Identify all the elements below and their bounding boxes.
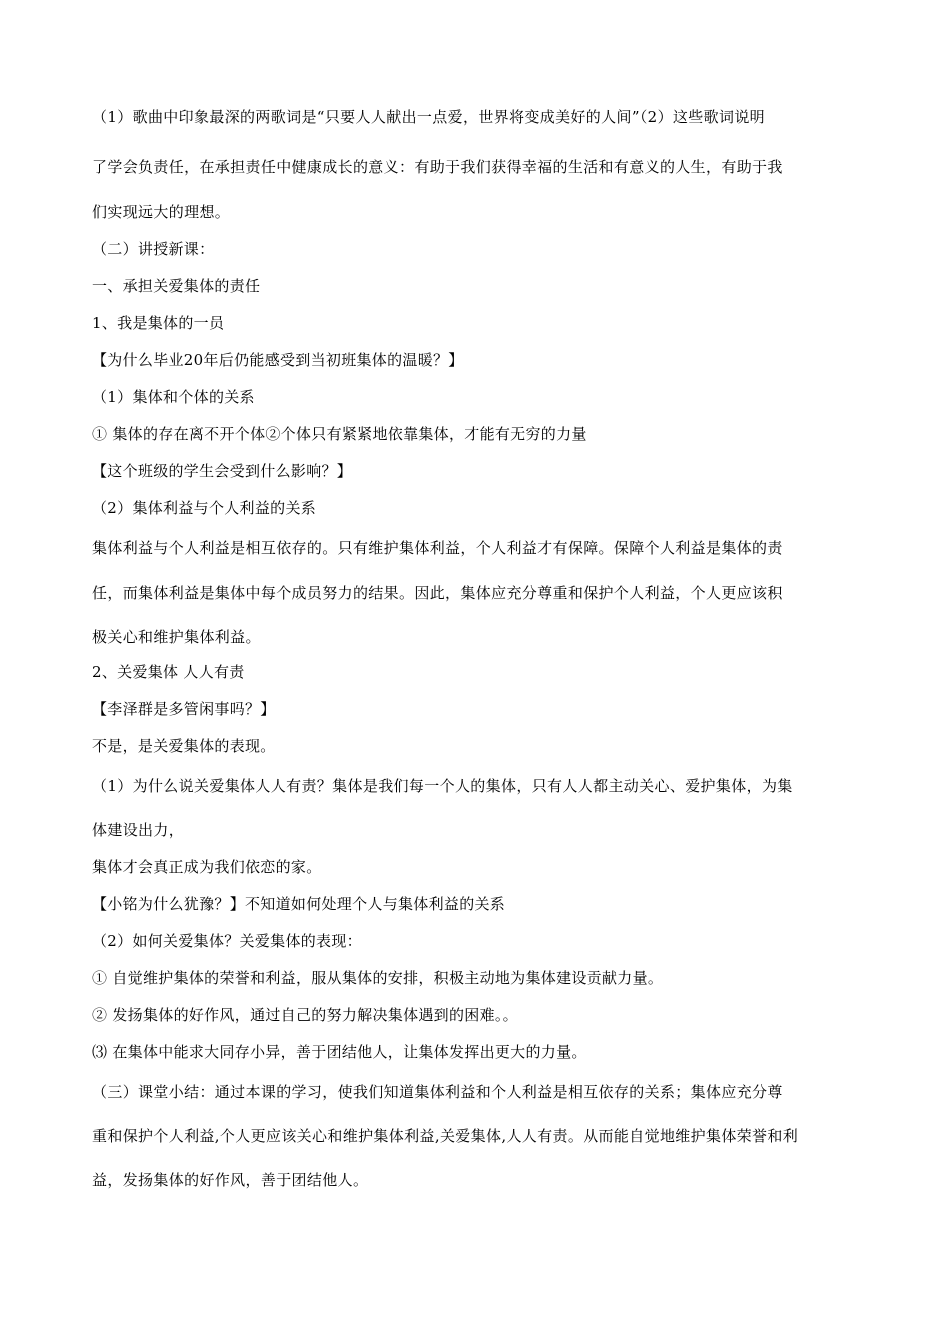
paragraph-line: （2）集体利益与个人利益的关系 xyxy=(92,499,317,517)
paragraph-line: （2）如何关爱集体？关爱集体的表现： xyxy=(92,932,362,950)
list-item: ② 发扬集体的好作风，通过自己的努力解决集体遇到的困难。。 xyxy=(92,1006,518,1024)
subsection-heading: 2、关爱集体 人人有责 xyxy=(92,663,245,681)
section-heading: 一、承担关爱集体的责任 xyxy=(92,277,261,295)
paragraph-line: （1）集体和个体的关系 xyxy=(92,388,255,406)
summary-line: 益，发扬集体的好作风，善于团结他人。 xyxy=(92,1171,369,1189)
section-heading: （二）讲授新课： xyxy=(92,240,215,258)
question-line: 【小铭为什么犹豫？】不知道如何处理个人与集体利益的关系 xyxy=(92,895,506,913)
list-item: ⑶ 在集体中能求大同存小异，善于团结他人，让集体发挥出更大的力量。 xyxy=(92,1043,587,1061)
subsection-heading: 1、我是集体的一员 xyxy=(92,314,225,332)
question-line: 【这个班级的学生会受到什么影响？】 xyxy=(92,462,353,480)
list-item: ① 自觉维护集体的荣誉和利益，服从集体的安排，积极主动地为集体建设贡献力量。 xyxy=(92,969,664,987)
summary-line: （三）课堂小结：通过本课的学习，使我们知道集体利益和个人利益是相互依存的关系；集体应充分尊 xyxy=(92,1083,783,1101)
paragraph-line: 了学会负责任，在承担责任中健康成长的意义：有助于我们获得幸福的生活和有意义的人生，有助于我 xyxy=(92,158,783,176)
paragraph-line: 集体利益与个人利益是相互依存的。只有维护集体利益，个人利益才有保障。保障个人利益是集体的责 xyxy=(92,539,783,557)
paragraph-line: 们实现远大的理想。 xyxy=(92,203,231,221)
paragraph-line: 体建设出力， xyxy=(92,821,185,839)
paragraph-line: 任，而集体利益是集体中每个成员努力的结果。因此，集体应充分尊重和保护个人利益，个人更应该积 xyxy=(92,584,783,602)
question-line: 【李泽群是多管闲事吗？】 xyxy=(92,700,276,718)
paragraph-line: 极关心和维护集体利益。 xyxy=(92,628,261,646)
paragraph-line: 集体才会真正成为我们依恋的家。 xyxy=(92,858,322,876)
paragraph-line: （1）歌曲中印象最深的两歌词是“只要人人献出一点爱，世界将变成美好的人间”（2）这些歌词说明 xyxy=(92,108,766,126)
paragraph-line: 不是，是关爱集体的表现。 xyxy=(92,737,276,755)
document-body xyxy=(92,96,860,1199)
question-line: 【为什么毕业20年后仍能感受到当初班集体的温暖？】 xyxy=(92,351,464,369)
summary-line: 重和保护个人利益,个人更应该关心和维护集体利益,关爱集体,人人有责。从而能自觉地维护集体荣誉和利 xyxy=(92,1127,799,1145)
paragraph-line: （1）为什么说关爱集体人人有责？集体是我们每一个人的集体，只有人人都主动关心、爱护集体，为集 xyxy=(92,777,793,795)
paragraph-line: ① 集体的存在离不开个体②个体只有紧紧地依靠集体，才能有无穷的力量 xyxy=(92,425,587,443)
